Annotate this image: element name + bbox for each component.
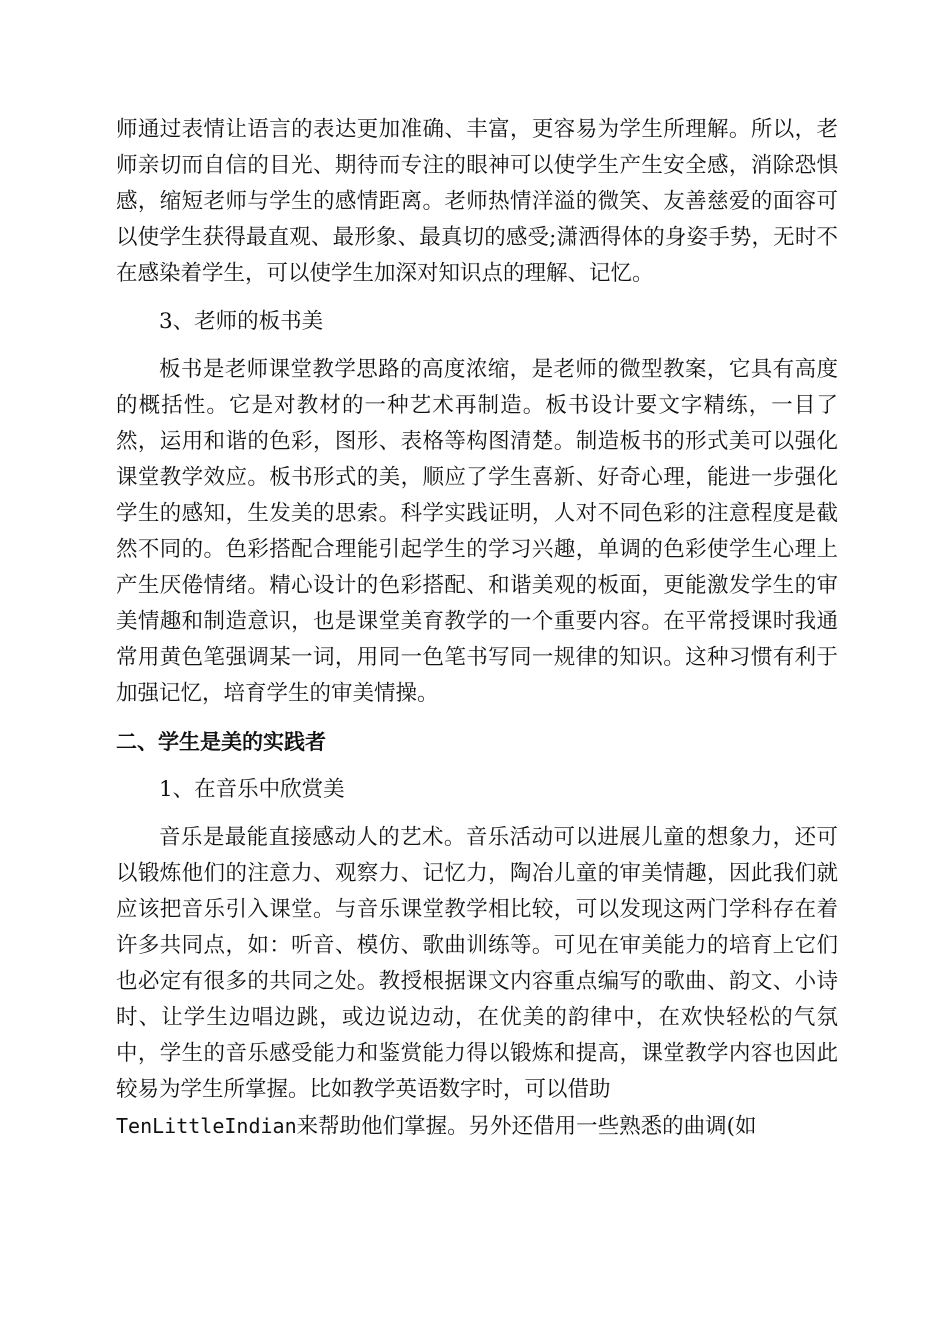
document-page <box>116 112 838 1145</box>
subheading-blackboard-writing: 3、老师的板书美 <box>159 309 324 334</box>
paragraph-music-text-part1: 音乐是最能直接感动人的艺术。音乐活动可以进展儿童的想象力，还可以锻炼他们的注意力、观察力、记忆力，陶冶儿童的审美情趣，因此我们就应该把音乐引入课堂。与音乐课堂教学相比较，可以发现这两门学科存在着许多共同点，如：听音、模仿、歌曲训练等。可见在审美能力的培育上它们也必定有很多的共同之处。教授根据课文内容重点编写的歌曲、韵文、小诗时、让学生边唱边跳，或边说边动，在优美的韵律中，在欢快轻松的气氛中，学生的音乐感受能力和鉴赏能力得以锻炼和提高，课堂教学内容也因此较易为学生所掌握。比如教学英语数字时，可以借助 <box>116 825 838 1102</box>
paragraph-music-text-part2: 来帮助他们掌握。另外还借用一些熟悉的曲调(如 <box>296 1114 757 1139</box>
paragraph-music-appreciation <box>116 820 838 1145</box>
section-title-students-practice-beauty: 二、学生是美的实践者 <box>116 730 326 754</box>
subheading-music-appreciation: 1、在音乐中欣赏美 <box>159 777 345 802</box>
song-title: TenLittleIndian <box>116 1114 297 1138</box>
paragraph-blackboard-writing: 板书是老师课堂教学思路的高度浓缩，是老师的微型教案，它具有高度的概括性。它是对教材的一种艺术再制造。板书设计要文字精练，一目了然，运用和谐的色彩，图形、表格等构图清楚。制造板书的形式美可以强化课堂教学效应。板书形式的美，顺应了学生喜新、好奇心理，能进一步强化学生的感知，生发美的思索。科学实践证明，人对不同色彩的注意程度是截然不同的。色彩搭配合理能引起学生的学习兴趣，单调的色彩使学生心理上产生厌倦情绪。精心设计的色彩搭配、和谐美观的板面，更能激发学生的审美情趣和制造意识，也是课堂美育教学的一个重要内容。在平常授课时我通常用黄色笔强调某一词，用同一色笔书写同一规律的知识。这种习惯有利于加强记忆，培育学生的审美情操。 <box>116 357 838 706</box>
paragraph-teacher-expression: 师通过表情让语言的表达更加准确、丰富，更容易为学生所理解。所以，老师亲切而自信的目光、期待而专注的眼神可以使学生产生安全感，消除恐惧感，缩短老师与学生的感情距离。老师热情洋溢的微笑、友善慈爱的面容可以使学生获得最直观、最形象、最真切的感受;潇洒得体的身姿手势，无时不在感染着学生，可以使学生加深对知识点的理解、记忆。 <box>116 117 838 286</box>
